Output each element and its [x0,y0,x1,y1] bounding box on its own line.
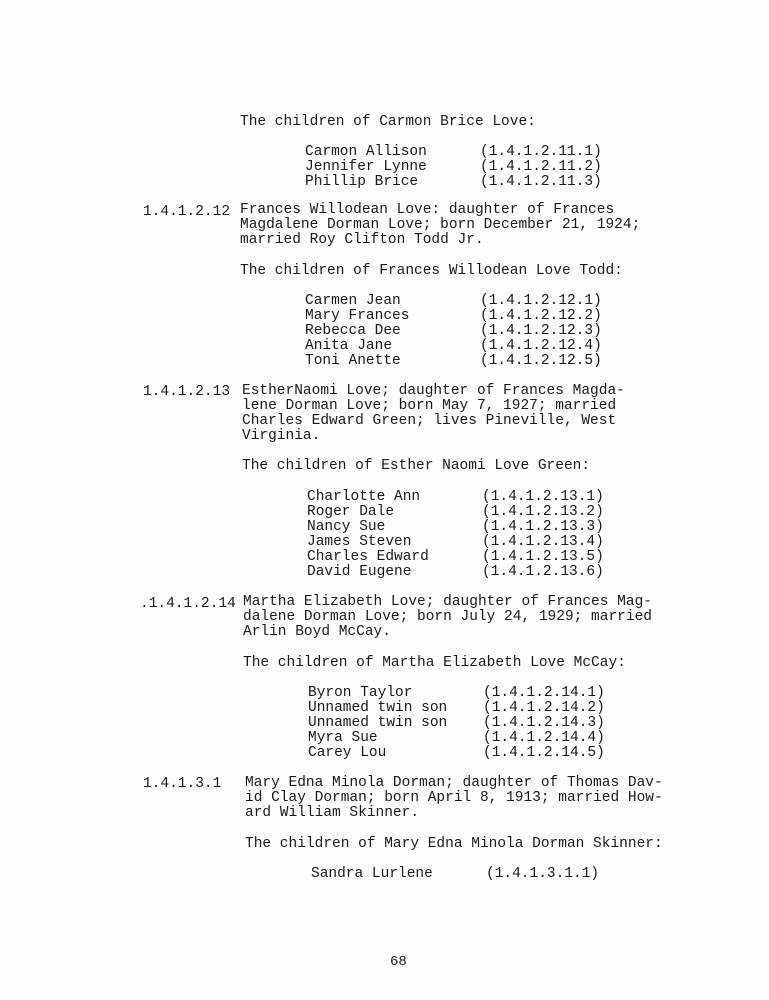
list-item: Phillip Brice (1.4.1.2.11.3) [305,174,602,190]
section-heading: The children of Esther Naomi Love Green: [242,458,591,474]
entry-line: married Roy Clifton Todd Jr. [240,232,484,248]
entry-line: Virginia. [242,428,321,444]
entry-number: .1.4.1.2.14 [140,596,236,612]
entry-number: 1.4.1.2.12 [143,204,231,220]
list-item: Byron Taylor (1.4.1.2.14.1) [308,685,605,701]
section-heading: The children of Mary Edna Minola Dorman Skinner: [245,836,663,852]
section-heading: The children of Martha Elizabeth Love McCay: [243,655,626,671]
entry-line: Martha Elizabeth Love; daughter of Frances Mag- [243,594,652,610]
list-item: Charlotte Ann (1.4.1.2.13.1) [307,489,604,505]
list-item: Anita Jane (1.4.1.2.12.4) [305,338,602,354]
entry-number: 1.4.1.2.13 [143,384,231,400]
list-item: Jennifer Lynne (1.4.1.2.11.2) [305,159,602,175]
list-item: Toni Anette (1.4.1.2.12.5) [305,353,602,369]
list-item: Mary Frances (1.4.1.2.12.2) [305,308,602,324]
list-item: Carmen Jean (1.4.1.2.12.1) [305,293,602,309]
list-item: David Eugene (1.4.1.2.13.6) [307,564,604,580]
entry-line: ard William Skinner. [245,805,420,821]
list-item: James Steven (1.4.1.2.13.4) [307,534,604,550]
entry-line: Charles Edward Green; lives Pineville, West [242,413,617,429]
list-item: Charles Edward (1.4.1.2.13.5) [307,549,604,565]
list-item: Carmon Allison (1.4.1.2.11.1) [305,144,602,160]
entry-line: Frances Willodean Love: daughter of Frances [240,202,615,218]
list-item: Roger Dale (1.4.1.2.13.2) [307,504,604,520]
section-heading: The children of Frances Willodean Love Todd: [240,263,623,279]
entry-line: id Clay Dorman; born April 8, 1913; married How- [245,790,663,806]
entry-line: Mary Edna Minola Dorman; daughter of Thomas Dav- [245,775,663,791]
entry-number: 1.4.1.3.1 [143,776,222,792]
entry-line: dalene Dorman Love; born July 24, 1929; married [243,609,652,625]
list-item: Unnamed twin son (1.4.1.2.14.2) [308,700,605,716]
list-item: Nancy Sue (1.4.1.2.13.3) [307,519,604,535]
list-item: Sandra Lurlene (1.4.1.3.1.1) [311,866,600,882]
list-item: Unnamed twin son (1.4.1.2.14.3) [308,715,605,731]
entry-line: Magdalene Dorman Love; born December 21, 1924; [240,217,641,233]
entry-line: lene Dorman Love; born May 7, 1927; married [242,398,617,414]
entry-line: Arlin Boyd McCay. [243,624,391,640]
list-item: Rebecca Dee (1.4.1.2.12.3) [305,323,602,339]
list-item: Myra Sue (1.4.1.2.14.4) [308,730,605,746]
section-heading: The children of Carmon Brice Love: [240,114,536,130]
list-item: Carey Lou (1.4.1.2.14.5) [308,745,605,761]
page-number: 68 [390,954,407,970]
entry-line: EstherNaomi Love; daughter of Frances Magda- [242,383,625,399]
